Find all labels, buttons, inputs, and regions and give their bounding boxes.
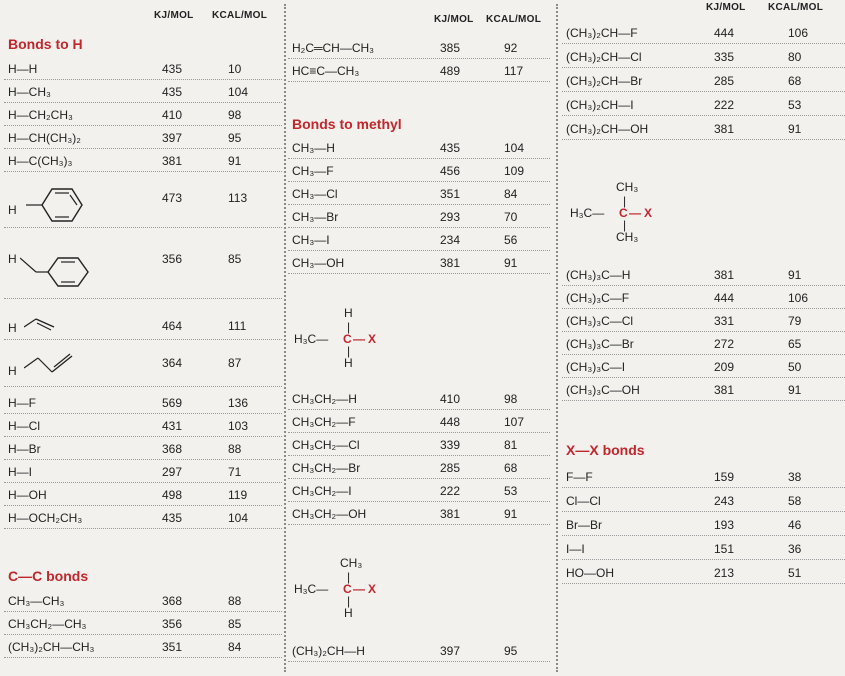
column-divider <box>556 4 558 672</box>
table-row: (CH₃)₃C—Br 272 65 <box>562 333 845 355</box>
allyl-structure-icon <box>24 350 84 380</box>
table-row: CH₃CH₂—Cl 339 81 <box>288 434 550 456</box>
column-divider <box>284 4 286 672</box>
table-row: HO—OH 213 51 <box>562 562 845 584</box>
table-row: H—CH₂CH₃ 410 98 <box>4 104 282 126</box>
table-row-allyl: H 364 87 <box>4 340 282 387</box>
section-bonds-to-methyl: Bonds to methyl <box>292 116 402 132</box>
table-row: CH₃—Cl 351 84 <box>288 183 550 205</box>
table-row: H—C(CH₃)₃ 381 91 <box>4 150 282 172</box>
table-row-benzene: H 473 113 <box>4 173 282 228</box>
table-row: H—Cl 431 103 <box>4 415 282 437</box>
table-row: H—H 435 10 <box>4 58 282 80</box>
section-xx-bonds: X—X bonds <box>566 442 645 458</box>
table-row: (CH₃)₃C—I 209 50 <box>562 356 845 378</box>
header-kcal: KCAL/MOL <box>486 14 542 25</box>
methyl-halide-structure: H | H₃C— C — X | H <box>294 306 377 370</box>
header-kj: KJ/MOL <box>154 10 194 21</box>
table-row-vinyl: H 464 111 <box>4 299 282 340</box>
table-row: CH₃CH₂—Br 285 68 <box>288 457 550 479</box>
ethyl-halide-structure: CH₃ | H₃C— C — X | H <box>294 556 377 620</box>
column-bonds-to-h <box>4 0 282 676</box>
table-row: CH₃CH₂—I 222 53 <box>288 480 550 502</box>
table-row: (CH₃)₃C—OH 381 91 <box>562 379 845 401</box>
table-row: (CH₃)₂CH—Br 285 68 <box>562 70 845 92</box>
table-row: (CH₃)₂CH—Cl 335 80 <box>562 46 845 68</box>
table-row: CH₃CH₂—F 448 107 <box>288 411 550 433</box>
table-row: H—CH(CH₃)₂ 397 95 <box>4 127 282 149</box>
table-row: (CH₃)₂CH—I 222 53 <box>562 94 845 116</box>
table-row: (CH₃)₃C—H 381 91 <box>562 264 845 286</box>
table-row: CH₃—Br 293 70 <box>288 206 550 228</box>
tert-butyl-halide-structure: CH₃ | H₃C— C — X | CH₃ <box>570 180 653 244</box>
table-row: CH₃CH₂—OH 381 91 <box>288 503 550 525</box>
section-cc-bonds: C—C bonds <box>8 568 89 584</box>
table-row: H—CH₃ 435 104 <box>4 81 282 103</box>
table-row: H—OH 498 119 <box>4 484 282 506</box>
table-row: (CH₃)₂CH—CH₃ 351 84 <box>4 636 282 658</box>
table-row: CH₃—F 456 109 <box>288 160 550 182</box>
header-kcal: KCAL/MOL <box>212 10 268 21</box>
table-row: I—I 151 36 <box>562 538 845 560</box>
table-row: CH₃—I 234 56 <box>288 229 550 251</box>
table-row: (CH₃)₂CH—F 444 106 <box>562 22 845 44</box>
table-row: H—F 569 136 <box>4 392 282 414</box>
table-row: Br—Br 193 46 <box>562 514 845 536</box>
table-row: (CH₃)₂CH—H 397 95 <box>288 640 550 662</box>
column-bonds-to-methyl <box>288 0 550 676</box>
table-row: (CH₃)₃C—F 444 106 <box>562 287 845 309</box>
vinyl-structure-icon <box>24 313 64 333</box>
table-row: HC≡C—CH₃ 489 117 <box>288 60 550 82</box>
column-halides <box>562 0 845 676</box>
header-kcal: KCAL/MOL <box>768 2 824 13</box>
benzene-ring-icon <box>26 183 86 223</box>
table-row: (CH₃)₃C—Cl 331 79 <box>562 310 845 332</box>
table-row-benzyl: H 356 85 <box>4 228 282 299</box>
table-row: H—I 297 71 <box>4 461 282 483</box>
header-kj: KJ/MOL <box>706 2 746 13</box>
table-row: CH₃—CH₃ 368 88 <box>4 590 282 612</box>
table-row: CH₃CH₂—CH₃ 356 85 <box>4 613 282 635</box>
benzyl-structure-icon <box>20 256 100 296</box>
table-row: H—Br 368 88 <box>4 438 282 460</box>
table-row: H—OCH₂CH₃ 435 104 <box>4 507 282 529</box>
section-bonds-to-h: Bonds to H <box>8 36 83 52</box>
table-row: F—F 159 38 <box>562 466 845 488</box>
table-row: CH₃CH₂—H 410 98 <box>288 388 550 410</box>
table-row: (CH₃)₂CH—OH 381 91 <box>562 118 845 140</box>
table-row: H₂C═CH—CH₃ 385 92 <box>288 37 550 59</box>
table-row: Cl—Cl 243 58 <box>562 490 845 512</box>
header-kj: KJ/MOL <box>434 14 474 25</box>
table-row: CH₃—OH 381 91 <box>288 252 550 274</box>
table-row: CH₃—H 435 104 <box>288 137 550 159</box>
